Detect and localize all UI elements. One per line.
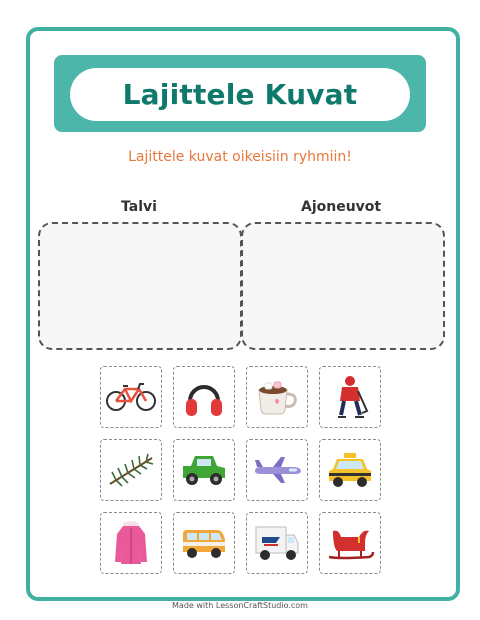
card-hockey-player[interactable] xyxy=(319,366,381,428)
card-mail-truck[interactable] xyxy=(246,512,308,574)
category-label-vehicles: Ajoneuvot xyxy=(301,199,382,215)
jeep-icon xyxy=(179,452,229,488)
headphones-icon xyxy=(182,375,226,419)
title-pill xyxy=(70,68,410,121)
page-title: Lajittele Kuvat xyxy=(122,78,358,111)
instructions: Lajittele kuvat oikeisiin ryhmiin! xyxy=(128,149,352,165)
sleigh-icon xyxy=(325,523,375,563)
van-icon xyxy=(179,526,229,560)
card-headphones[interactable] xyxy=(173,366,235,428)
footer-credit: Made with LessonCraftStudio.com xyxy=(172,601,308,610)
card-taxi[interactable] xyxy=(319,439,381,501)
category-label-winter: Talvi xyxy=(121,199,157,215)
airplane-icon xyxy=(251,455,303,485)
taxi-icon xyxy=(325,451,375,489)
card-airplane[interactable] xyxy=(246,439,308,501)
bicycle-icon xyxy=(105,381,157,413)
card-van[interactable] xyxy=(173,512,235,574)
card-jeep[interactable] xyxy=(173,439,235,501)
hockey-player-icon xyxy=(330,373,370,421)
drop-zone-winter[interactable] xyxy=(38,222,242,350)
pine-branch-icon xyxy=(106,450,156,490)
card-bicycle[interactable] xyxy=(100,366,162,428)
card-pine-branch[interactable] xyxy=(100,439,162,501)
card-hot-cocoa[interactable] xyxy=(246,366,308,428)
winter-jacket-icon xyxy=(111,518,151,568)
mail-truck-icon xyxy=(252,523,302,563)
card-winter-jacket[interactable] xyxy=(100,512,162,574)
hot-cocoa-icon xyxy=(253,376,301,418)
card-sleigh[interactable] xyxy=(319,512,381,574)
drop-zone-vehicles[interactable] xyxy=(241,222,445,350)
